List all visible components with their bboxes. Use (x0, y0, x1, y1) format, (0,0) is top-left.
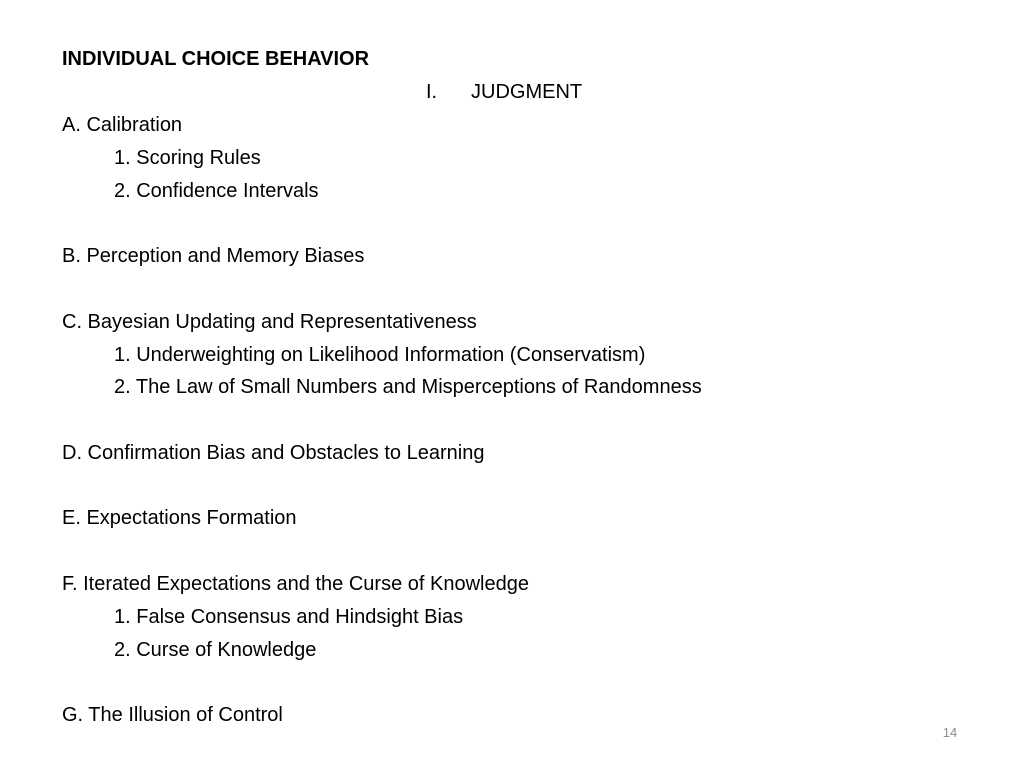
slide-title: INDIVIDUAL CHOICE BEHAVIOR (62, 48, 370, 70)
outline-item-f2: 2. Curse of Knowledge (114, 639, 317, 661)
outline-heading-f: F. Iterated Expectations and the Curse of Knowledge (62, 573, 529, 595)
outline-heading-b: B. Perception and Memory Biases (62, 245, 365, 267)
page-number: 14 (942, 725, 958, 740)
outline-item-f1: 1. False Consensus and Hindsight Bias (114, 606, 464, 628)
section-title: JUDGMENT (471, 81, 583, 103)
outline-heading-a: A. Calibration (62, 114, 183, 136)
section-number: I. (426, 81, 438, 103)
outline-heading-e: E. Expectations Formation (62, 507, 297, 529)
outline-item-c2: 2. The Law of Small Numbers and Misperceptions of Randomness (114, 376, 702, 398)
outline-heading-g: G. The Illusion of Control (62, 704, 283, 726)
outline-heading-c: C. Bayesian Updating and Representativeness (62, 311, 477, 333)
outline-item-c1: 1. Underweighting on Likelihood Information (Conservatism) (114, 344, 646, 366)
outline-item-a2: 2. Confidence Intervals (114, 180, 319, 202)
outline-item-a1: 1. Scoring Rules (114, 147, 261, 169)
outline-heading-d: D. Confirmation Bias and Obstacles to Learning (62, 442, 485, 464)
